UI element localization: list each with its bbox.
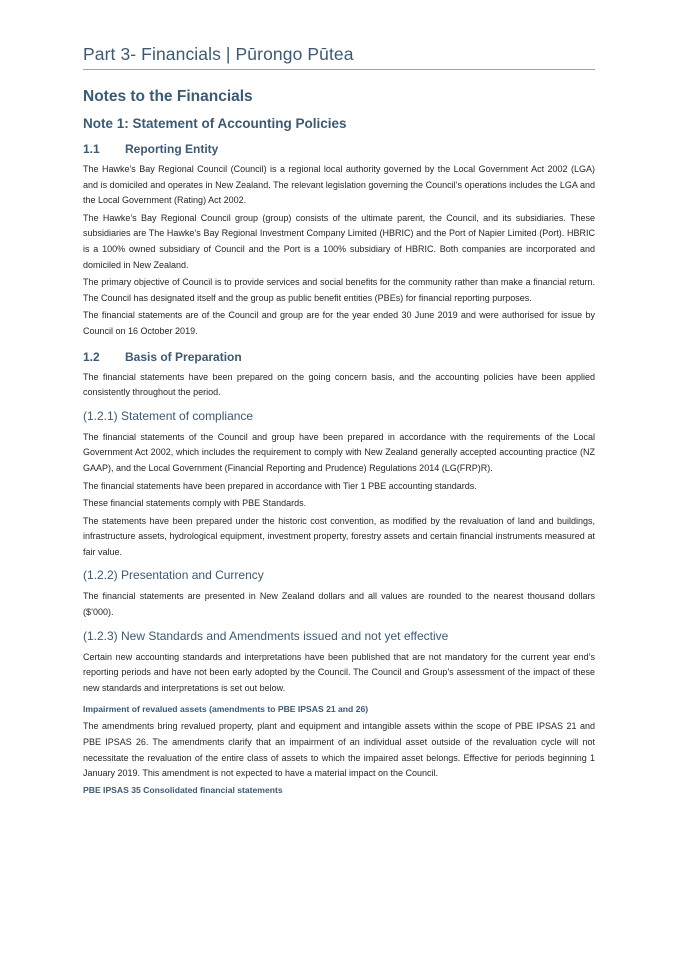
heading-number: 1.2: [83, 349, 100, 364]
paragraph: The financial statements are of the Council and group are for the year ended 30 June 2019 and were authorised for issue by Council on 16 October 2019.: [83, 310, 595, 336]
subheading-pbe-ipsas-35: PBE IPSAS 35 Consolidated financial statements: [83, 784, 283, 795]
heading-new-standards: (1.2.3) New Standards and Amendments issued and not yet effective: [83, 628, 449, 643]
heading-presentation-and-currency: (1.2.2) Presentation and Currency: [83, 568, 264, 583]
paragraph: These financial statements comply with PBE Standards.: [83, 498, 307, 509]
heading-text: Basis of Preparation: [125, 349, 242, 364]
paragraph: The statements have been prepared under the historic cost convention, as modified by the revaluation of land and buildings, infrastructure assets, hydrological equipment, investment property, forestry assets and certain financial instruments measured at fair value.: [83, 515, 595, 557]
paragraph: The financial statements have been prepared on the going concern basis, and the accounting policies have been applied consistently throughout the period.: [83, 371, 595, 398]
paragraph: The Hawke’s Bay Regional Council (Council) is a regional local authority governed by the Local Government Act 2002 (LGA) and is domiciled and operates in New Zealand. The relevant legislation governing the Council’s operations includes the LGA and the Local Government (Rating) Act 2002.: [83, 164, 595, 206]
running-header: Part 3- Financials | Pūrongo Pūtea: [83, 44, 354, 64]
heading-text: Reporting Entity: [125, 142, 219, 156]
heading-statement-of-compliance: (1.2.1) Statement of compliance: [83, 408, 254, 423]
paragraph: The financial statements are presented in New Zealand dollars and all values are rounded to the nearest thousand dollars ($’000).: [83, 591, 595, 618]
heading-reporting-entity: [83, 141, 595, 157]
subheading-impairment-revalued-assets: Impairment of revalued assets (amendments to PBE IPSAS 21 and 26): [83, 704, 369, 715]
paragraph: The amendments bring revalued property, plant and equipment and intangible assets within the scope of PBE IPSAS 21 and PBE IPSAS 26. The amendments clarify that an impairment of an individual asset outside of the revaluation cycle will not necessitate the revaluation of the entire class of assets to which the impaired asset belongs. Effective for periods beginning 1 January 2019. This amendment is not expected to have a material impact on the Council.: [83, 721, 595, 779]
paragraph: Certain new accounting standards and interpretations have been published that are not mandatory for the current year end’s reporting periods and have not been early adopted by the Council. The Council and Group’s assessment of the impact of these new standards and interpretations is set out below.: [83, 651, 595, 693]
paragraph: The primary objective of Council is to provide services and social benefits for the community rather than make a financial return. The Council has designated itself and the group as public benefit entities (PBEs) for financial reporting purposes.: [83, 277, 595, 303]
paragraph: The financial statements of the Council and group have been prepared in accordance with the requirements of the Local Government Act 2002, which includes the requirement to comply with New Zealand generally accepted accounting practice (NZ GAAP), and the Local Government (Financial Reporting and Prudence) Regulations 2014 (LG(FRP)R).: [83, 431, 595, 473]
page-content: [83, 87, 595, 800]
section-title: Notes to the Financials: [83, 88, 253, 105]
header-divider: [83, 69, 595, 70]
heading-basis-of-preparation: [83, 349, 595, 365]
heading-number: 1.1: [83, 142, 100, 156]
paragraph: The financial statements have been prepared in accordance with Tier 1 PBE accounting standards.: [83, 480, 477, 491]
note-title: Note 1: Statement of Accounting Policies: [83, 116, 347, 131]
paragraph: The Hawke’s Bay Regional Council group (group) consists of the ultimate parent, the Council, and its subsidiaries. These subsidiaries are The Hawke’s Bay Regional Investment Company Limited (HBRIC) and the Port of Napier Limited (Port). HBRIC is a 100% owned subsidiary of Council and the Port is a 100% subsidiary of HBRIC. Both companies are incorporated and domiciled in New Zealand.: [83, 212, 595, 270]
